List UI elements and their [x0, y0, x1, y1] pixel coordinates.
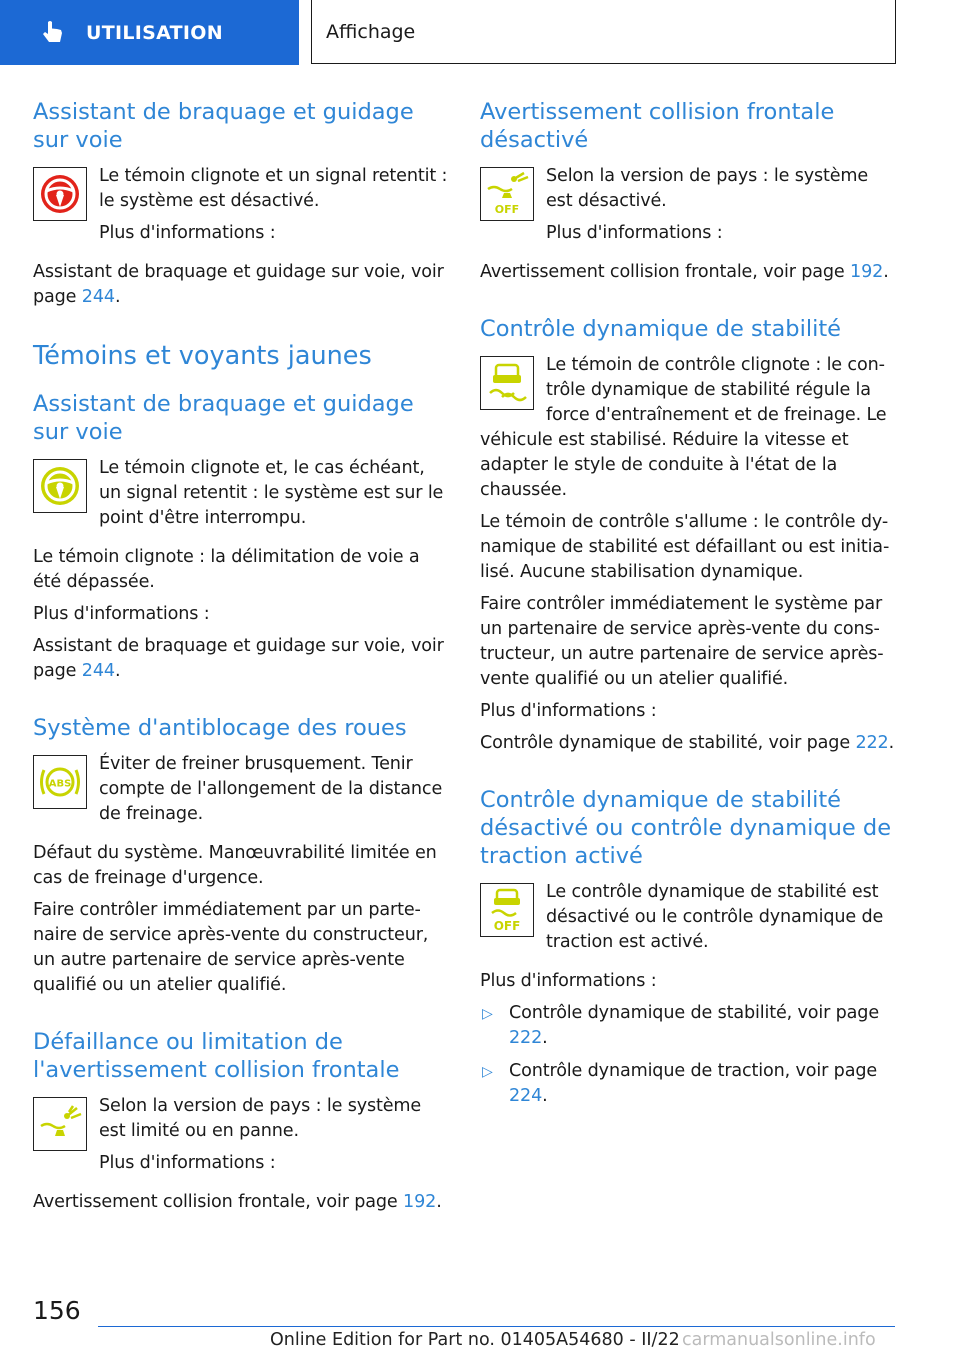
page-link[interactable]: 222 — [509, 1028, 543, 1048]
svg-text:ABS: ABS — [48, 778, 72, 790]
section-title: Défaillance ou limitation de l'avertissement collision frontale — [33, 1029, 400, 1083]
svg-text:OFF: OFF — [494, 203, 520, 216]
footer-divider — [98, 1326, 895, 1327]
right-column — [480, 98, 898, 1139]
more-info-label: Plus d'informations : — [99, 223, 276, 243]
section-collision-limited — [33, 1028, 451, 1215]
reference-list — [480, 1001, 898, 1109]
chapter-subheading: Témoins et voyants jaunes — [33, 341, 372, 371]
section-dsc — [480, 315, 898, 756]
svg-text:OFF: OFF — [493, 919, 521, 933]
warning-description: Le témoin clignote et un signal retentit : le système est désactivé. — [99, 166, 448, 211]
left-column — [33, 98, 451, 1245]
more-info-label: Plus d'informations : — [33, 604, 210, 624]
warning-description: Le témoin clignote et, le cas échéant, un signal retentit : le système est sur le point d'être interrompu. — [99, 458, 444, 528]
page-link[interactable]: 224 — [509, 1086, 543, 1106]
paragraph: Faire contrôler immédiatement le système par un partenaire de service après-vente du cons-tructeur, un autre partenaire de service après-vente qualifié ou un atelier qualifié. — [480, 594, 884, 689]
section-label: UTILISATION — [86, 21, 223, 44]
dsc-icon — [480, 356, 534, 410]
collision-warning-off-icon — [480, 167, 534, 221]
warning-description: Selon la version de pays : le système est limité ou en panne. — [99, 1096, 422, 1141]
section-abs — [33, 714, 451, 998]
list-item: ▷ Contrôle dynamique de traction, voir page 224. — [482, 1061, 878, 1106]
section-title: Contrôle dynamique de stabilité désactivé ou contrôle dynamique de traction activé — [480, 787, 892, 869]
paragraph: Le témoin de contrôle s'allume : le contrôle dy-namique de stabilité est défaillant ou est initia-lisé. Aucune stabilisation dynamique. — [480, 512, 890, 582]
section-title: Contrôle dynamique de stabilité — [480, 316, 841, 342]
triangle-right-icon: ▷ — [482, 1006, 493, 1022]
section-steering-yellow — [33, 390, 451, 684]
page-link[interactable]: 244 — [81, 287, 115, 307]
edition-text: Online Edition for Part no. 01405A54680 - II/22 — [270, 1330, 680, 1350]
cross-reference: Assistant de braquage et guidage sur voie, voir page 244. — [33, 636, 444, 681]
list-item: ▷ Contrôle dynamique de stabilité, voir page 222. — [482, 1003, 879, 1048]
page-link[interactable]: 192 — [850, 262, 884, 282]
section-collision-off — [480, 98, 898, 285]
steering-wheel-icon — [33, 459, 87, 513]
paragraph: Défaut du système. Manœuvrabilité limitée en cas de freinage d'urgence. — [33, 843, 437, 888]
page-link[interactable]: 222 — [855, 733, 889, 753]
more-info-label: Plus d'informations : — [480, 971, 657, 991]
page-link[interactable]: 244 — [81, 661, 115, 681]
page-link[interactable]: 192 — [403, 1192, 437, 1212]
paragraph: Le témoin de contrôle clignote : le con-trôle dynamique de stabilité régule la force d'entraînement et de freinage. Le véhicule est stabilisé. Réduire la vitesse et adapter le style de conduite à l'état de la chaussée. — [480, 355, 887, 500]
paragraph: Faire contrôler immédiatement par un parte-naire de service après-vente du constructeur, un autre partenaire de service après-vente qualifié ou un atelier qualifié. — [33, 900, 429, 995]
chapter-header — [311, 0, 896, 64]
cross-reference: Avertissement collision frontale, voir page 192. — [480, 262, 889, 282]
warning-description: Le contrôle dynamique de stabilité est désactivé ou le contrôle dynamique de traction est activé. — [546, 882, 884, 952]
abs-icon — [33, 755, 87, 809]
more-info-label: Plus d'informations : — [546, 223, 723, 243]
section-steering-red — [33, 98, 451, 310]
cross-reference: Contrôle dynamique de stabilité, voir page 222. — [480, 733, 895, 753]
section-title: Avertissement collision frontale désactivé — [480, 99, 835, 153]
cross-reference: Assistant de braquage et guidage sur voie, voir page 244. — [33, 262, 444, 307]
section-tab[interactable] — [0, 0, 299, 65]
collision-warning-icon — [33, 1097, 87, 1151]
warning-description: Éviter de freiner brusquement. Tenir compte de l'allongement de la distance de freinage. — [99, 754, 443, 824]
section-title: Assistant de braquage et guidage sur voie — [33, 391, 414, 445]
section-title: Assistant de braquage et guidage sur voie — [33, 99, 414, 153]
section-title: Système d'antiblocage des roues — [33, 715, 407, 741]
dsc-off-icon — [480, 883, 534, 937]
paragraph: Le témoin clignote : la délimitation de voie a été dépassée. — [33, 547, 420, 592]
watermark: carmanualsonline.info — [682, 1330, 876, 1350]
chapter-title: Affichage — [326, 20, 416, 43]
section-dsc-off — [480, 786, 898, 1109]
more-info-label: Plus d'informations : — [99, 1153, 276, 1173]
warning-description: Selon la version de pays : le système est désactivé. — [546, 166, 869, 211]
more-info-label: Plus d'informations : — [480, 701, 657, 721]
hand-pointer-icon — [40, 20, 66, 46]
cross-reference: Avertissement collision frontale, voir page 192. — [33, 1192, 442, 1212]
triangle-right-icon: ▷ — [482, 1064, 493, 1080]
steering-wheel-icon — [33, 167, 87, 221]
page-number: 156 — [33, 1296, 81, 1325]
